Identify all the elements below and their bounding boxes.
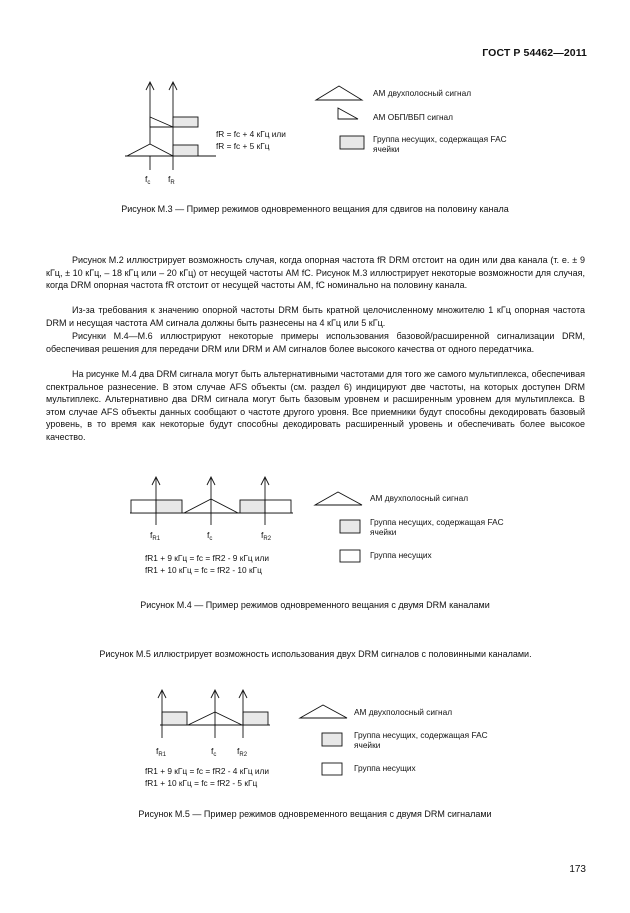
paragraph-2: Из-за требования к значению опорной частоты DRM быть кратной целочисленному множителю 1 кГц опорная частота DRM и несущая частота AM сигнала должны быть разнесены на 4 кГц или 5 кГц.: [46, 305, 585, 328]
fig5-caption: Рисунок М.5 — Пример режимов одновременного вещания с двумя DRM сигналами: [138, 809, 492, 819]
fig5-fr1-label: $f_{R1}$: [156, 746, 167, 758]
fig4-formula-line1: fR1 + 9 кГц = fc = fR2 - 9 кГц или: [145, 553, 270, 563]
fig4-legend-group: Группа несущих: [370, 550, 432, 560]
fig5-formula-line2: fR1 + 10 кГц = fc = fR2 - 5 кГц: [145, 778, 258, 788]
fig4-fc-label: $f_c$: [207, 530, 213, 542]
fig4-caption: Рисунок М.4 — Пример режимов одновременного вещания с двумя DRM каналами: [140, 600, 490, 610]
fig4-fr1-label: $f_{R1}$: [150, 530, 161, 542]
paragraph-4: На рисунке М.4 два DRM сигнала могут быть альтернативными частотами для того же самого мультиплекса, обеспечивая спектральное разнесение. В этом случае AFS объекты (см. раздел 6) индицируют две частоты, на которых доступен DRM мультиплекс. Альтернативно два DRM сигнала могут быть базовым уровнем и расширенным уровнем для мультиплекса. В этом случае AFS объекты данных сообщают о частоте другого уровня. Все приемники будут способны декодировать базовый уровень, в то время как некоторые будут способны декодировать расширенный уровень и обеспечивать более высокое качество.: [46, 369, 585, 442]
fig5-fc-label: $f_c$: [211, 746, 217, 758]
fig4-legend-fac: Группа несущих, содержащая FAC ячейки: [370, 517, 504, 537]
fig4-fr2-label: $f_{R2}$: [261, 530, 272, 542]
fig4-formula-line2: fR1 + 10 кГц = fc = fR2 - 10 кГц: [145, 565, 262, 575]
fig5-formula-line1: fR1 + 9 кГц = fc = fR2 - 4 кГц или: [145, 766, 270, 776]
fig3-legend-fac: Группа несущих, содержащая FAC ячейки: [373, 134, 507, 154]
fig3-legend-am: АМ двухполосный сигнал: [373, 88, 472, 98]
fig5-legend-group: Группа несущих: [354, 763, 416, 773]
fig3-caption: Рисунок М.3 — Пример режимов одновременного вещания для сдвигов на половину канала: [121, 204, 509, 214]
page-number: 173: [569, 864, 586, 875]
paragraph-1: Рисунок М.2 иллюстрирует возможность случая, когда опорная частота fR DRM отстоит на один или два канала (т. е. ± 9 кГц, ± 10 кГц, – 18 кГц или – 20 кГц) от несущей частоты AM fC. Рисунок М.3 иллюстрирует некоторые возможности для случая, когда DRM опорная частота fR отстоит от несущей частоты AM, fC номинально на половину канала.: [46, 255, 585, 291]
fig5-legend-am: АМ двухполосный сигнал: [354, 707, 453, 717]
paragraph-m5: Рисунок М.5 иллюстрирует возможность использования двух DRM сигналов с половинными каналами.: [99, 649, 532, 659]
fig3-formula-line2: fR = fc + 5 кГц: [216, 141, 270, 151]
paragraph-3: Рисунки М.4—М.6 иллюстрируют некоторые примеры использования базовой/расширенной сигнализации DRM, обеспечивая решения для передачи DRM или DRM и AM сигналов более высокого качества от одного передатчика.: [46, 331, 585, 354]
fig3-legend-ssb: АМ ОБП/ВБП сигнал: [373, 112, 454, 122]
fig5-fr2-label: $f_{R2}$: [237, 746, 248, 758]
fig4-legend-am: АМ двухполосный сигнал: [370, 493, 469, 503]
fig3-fc-label: $f_c$: [145, 174, 151, 186]
fig3-formula-line1: fR = fc + 4 кГц или: [216, 129, 286, 139]
fig3-fr-label: $f_R$: [168, 174, 175, 186]
standard-header: ГОСТ Р 54462—2011: [482, 47, 587, 59]
fig5-legend-fac: Группа несущих, содержащая FAC ячейки: [354, 730, 488, 750]
